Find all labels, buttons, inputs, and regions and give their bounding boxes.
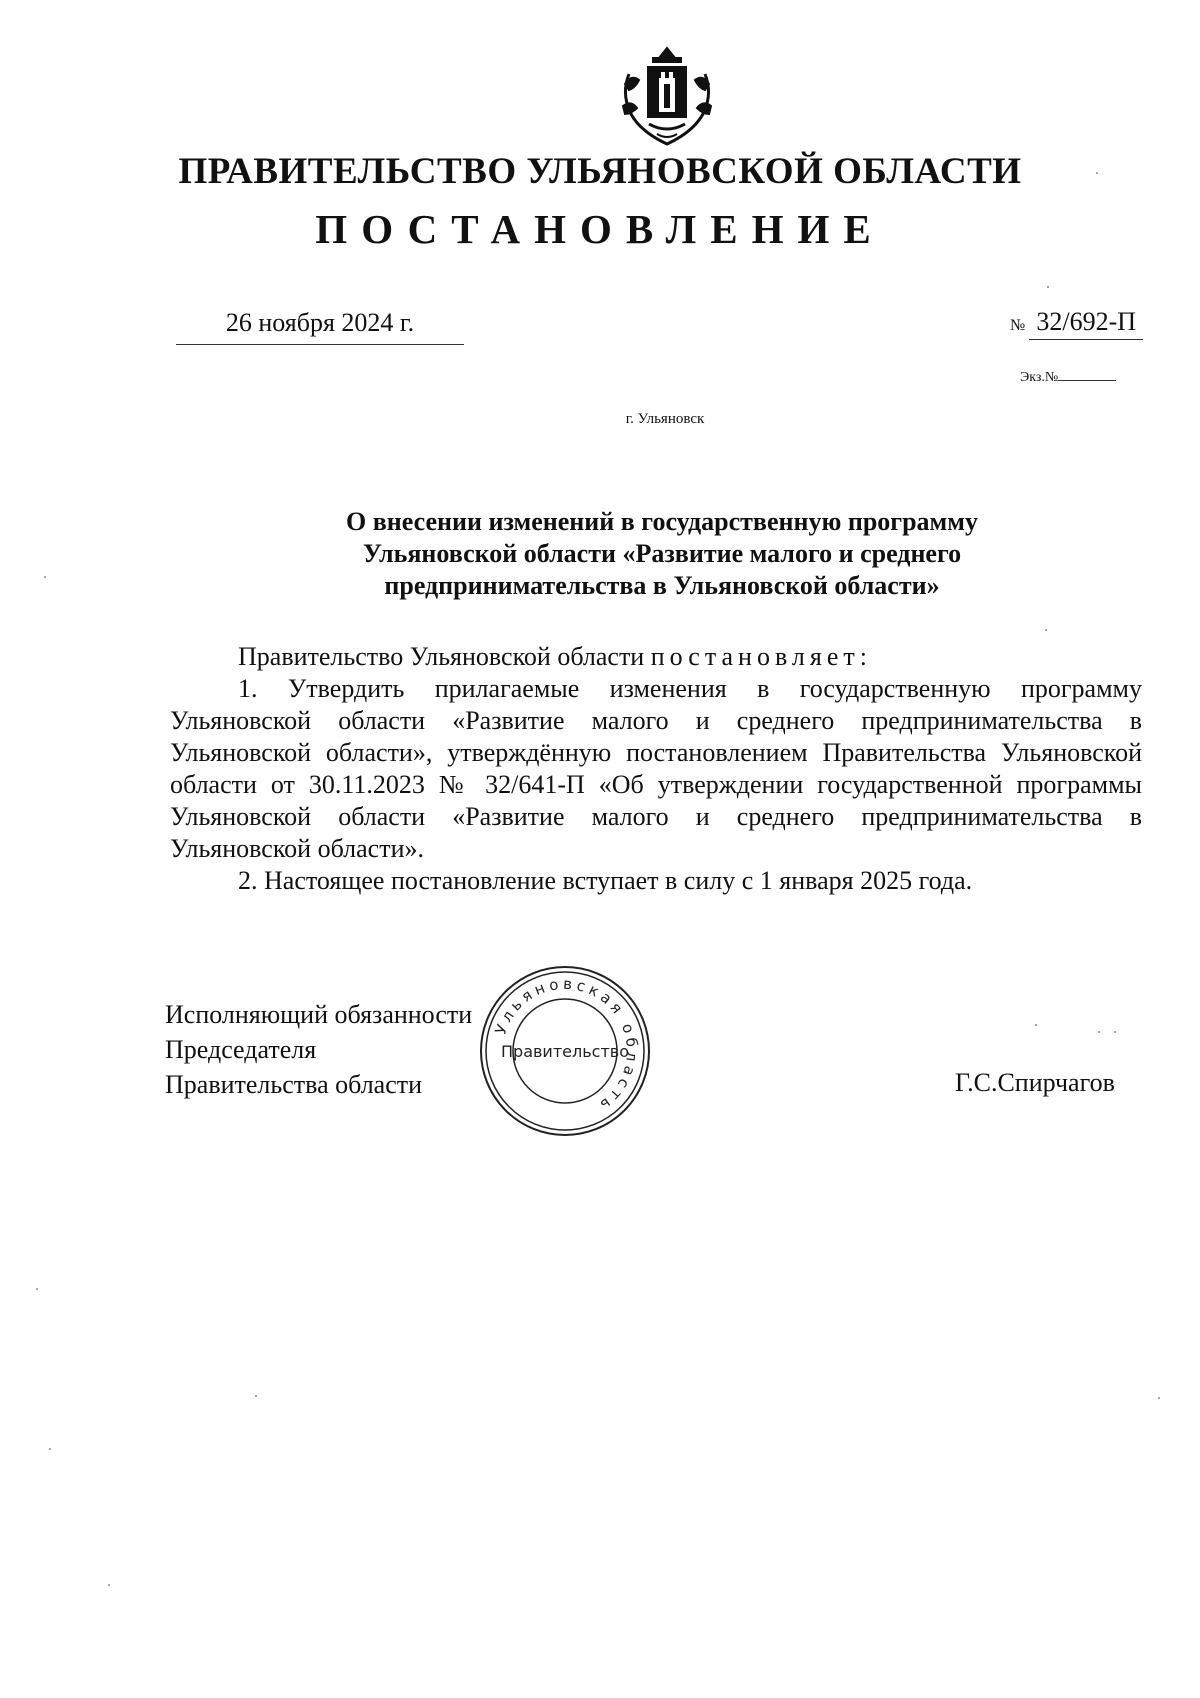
position-line: Правительства области [165,1070,423,1099]
official-stamp [478,964,652,1138]
document-type: ПОСТАНОВЛЕНИЕ [315,206,885,252]
number-sign: № [1010,317,1026,334]
scan-speck [44,576,46,578]
coat-of-arms-icon [617,44,717,154]
document-heading [270,506,1054,602]
signatory-position [165,997,472,1102]
scan-speck [1096,172,1098,174]
scan-speck [1045,629,1047,631]
document-body [170,641,1142,897]
scan-speck [36,1288,38,1290]
scan-speck [1114,1031,1116,1033]
scan-speck [108,1584,110,1586]
scan-speck [1047,286,1049,288]
city: г. Ульяновск [625,411,705,427]
intro-text: Правительство Ульяновской области [238,642,645,671]
scan-speck [49,1448,51,1450]
scan-speck [1098,1031,1100,1033]
item-1: 1. Утвердить прилагаемые изменения в государственную программу Ульяновской области «Развитие малого и среднего предпринимательства в Ульяновской области», утверждённую постановлением Правительства Ульяновской области от 30.11.2023 № 32/641-П «Об утверждении государственной программы Ульяновской области «Развитие малого и среднего предпринимательства в Ульяновской области». [170,674,1142,863]
position-line: Исполняющий обязанности [165,1000,473,1029]
document-date: 26 ноября 2024 г. [176,308,464,345]
signatory-name: Г.С.Спирчагов [955,1068,1115,1097]
heading-line: предпринимательства в Ульяновской области» [384,571,940,600]
scan-speck [1158,1397,1160,1399]
stamp-center-text: Правительство [501,1042,629,1061]
scan-speck [255,1395,257,1397]
copy-number-field [1020,370,1116,386]
scan-speck [1035,1024,1037,1026]
copy-blank-line [1058,380,1116,381]
intro-paragraph [170,641,1142,673]
position-line: Председателя [165,1035,317,1064]
heading-line: Ульяновской области «Развитие малого и среднего [362,539,962,568]
stamp-ring-text: Ульяновская область [491,974,642,1117]
heading-line: О внесении изменений в государственную программу [346,507,978,536]
number-value: 32/692-П [1029,307,1143,340]
government-title: ПРАВИТЕЛЬСТВО УЛЬЯНОВСКОЙ ОБЛАСТИ [178,151,1022,192]
intro-verb: постановляет: [650,642,872,671]
copy-label: Экз.№ [1020,370,1059,385]
document-number [1010,307,1143,340]
item-2: 2. Настоящее постановление вступает в силу с 1 января 2025 года. [238,866,973,895]
